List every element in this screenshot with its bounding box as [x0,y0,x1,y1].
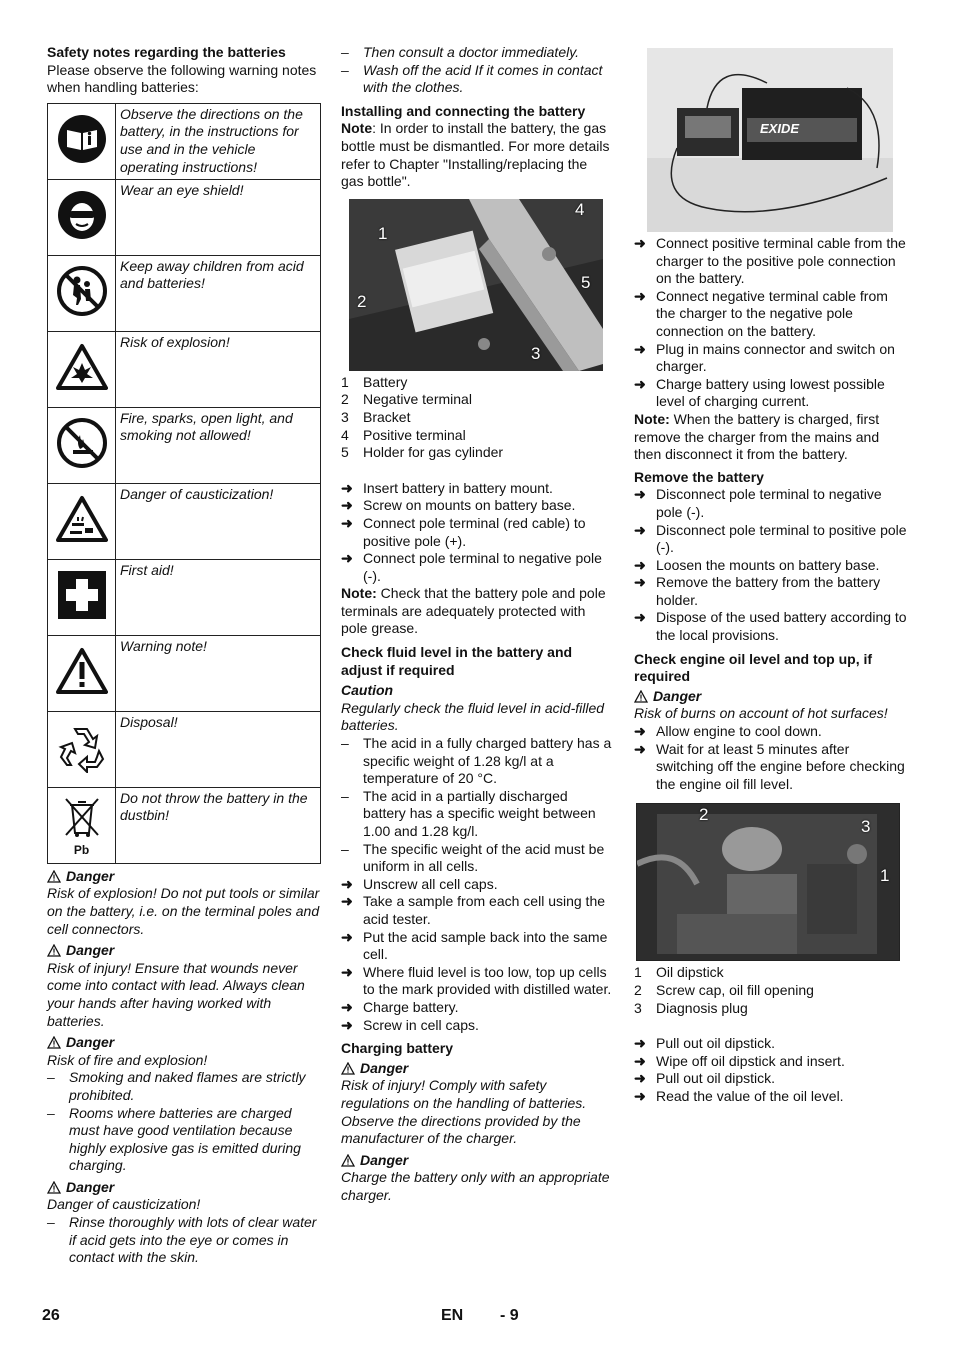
list-item: – The acid in a fully charged battery has a specific weight of 1.28 kg/l at a temperature of 20 °C. [341,735,613,788]
continued-list [341,44,613,97]
table-row [48,407,321,483]
section-heading-charging: Charging battery [341,1040,454,1057]
sub-page-number: - 9 [500,1307,519,1324]
list-item: 5 Holder for gas cylinder [341,444,504,461]
warning-triangle-icon [341,1062,355,1075]
list-item: ➜ Loosen the mounts on battery base. [634,557,907,575]
list-item: ➜ Plug in mains connector and switch on charger. [634,341,907,376]
table-row [48,787,321,863]
column-3 [634,44,907,1106]
remove-steps [634,486,907,644]
list-item: 1 Oil dipstick [634,964,724,981]
table-row [48,331,321,407]
symbol-text: Risk of explosion! [116,331,321,407]
table-row [48,635,321,711]
symbol-table [47,103,321,864]
list-item: ➜ Pull out oil dipstick. [634,1035,907,1053]
warning-triangle-icon [47,870,61,883]
warning-triangle-icon [47,944,61,957]
battery-photo [349,199,603,371]
danger-heading: Danger [47,1179,321,1197]
symbol-text: First aid! [116,559,321,635]
list-item: ➜ Charge battery using lowest possible level of charging current. [634,376,907,411]
symbol-text: Wear an eye shield! [116,179,321,255]
list-item: ➜ Insert battery in battery mount. [341,480,613,498]
table-row [48,711,321,787]
danger-text: Risk of explosion! Do not put tools or similar on the battery, i.e. on the terminal poles and cell connectors. [47,885,320,937]
callout: 2 [699,805,709,825]
warning-triangle-icon [47,1181,61,1194]
danger-text: Risk of fire and explosion! [47,1051,208,1068]
symbol-text: Do not throw the battery in the dustbin! [116,787,321,863]
list-item: 1 Battery [341,373,408,390]
table-row [48,483,321,559]
list-item: ➜ Connect negative terminal cable from the charger to the negative pole connection on the battery. [634,288,907,341]
list-item: – The acid in a partially discharged battery has a specific weight between 1.00 and 1.28 kg/l. [341,788,613,841]
caustic-icon [56,495,108,543]
explosion-icon [56,343,108,391]
no-dustbin-icon [60,795,104,839]
warning-triangle-icon [47,1036,61,1049]
intro-text: Please observe the following warning notes when handling batteries: [47,61,317,96]
callout: 2 [357,291,367,311]
install-steps [341,480,613,586]
engine-illustration [637,804,899,960]
page-number: 26 [42,1307,60,1324]
section-heading-fluid: Check fluid level in the battery and adjust if required [341,644,573,678]
symbol-text: Disposal! [116,711,321,787]
list-item: 3 Bracket [341,408,411,425]
oil-pre-steps [634,723,907,793]
figure-legend [341,374,613,462]
symbol-text: Danger of causticization! [116,483,321,559]
danger-heading: Danger [47,868,321,886]
list-item: ➜ Allow engine to cool down. [634,723,907,741]
callout: 3 [861,817,871,837]
list-item: ➜ Wait for at least 5 minutes after switching off the engine before checking the engine oil fill level. [634,741,907,794]
list-item: 2 Screw cap, oil fill opening [634,982,814,998]
callout: 1 [880,866,890,886]
symbol-text: Fire, sparks, open light, and smoking not allowed! [116,407,321,483]
danger-heading: Danger [341,1060,613,1078]
eye-shield-icon [57,190,107,240]
list-item: ➜ Screw in cell caps. [341,1017,613,1035]
list-item: ➜ Disconnect pole terminal to negative pole (-). [634,486,907,521]
caution-heading: Caution [341,682,394,699]
table-row [48,559,321,635]
first-aid-icon [57,570,107,620]
column-1 [47,44,321,1267]
list-item: ➜ Remove the battery from the battery holder. [634,574,907,609]
warning-triangle-icon [634,690,648,703]
charging-steps [634,235,907,411]
list-item: ➜ Wipe off oil dipstick and insert. [634,1053,907,1071]
danger-text: Risk of injury! Comply with safety regulations on the handling of batteries. Observe the directions provided by the manufacturer of the charger. [341,1077,587,1147]
list-item: ➜ Put the acid sample back into the same cell. [341,929,613,964]
list-item: ➜ Connect positive terminal cable from the charger to the positive pole connection on the battery. [634,235,907,288]
charger-illustration [647,48,893,232]
symbol-text: Warning note! [116,635,321,711]
keep-children-away-icon [56,265,108,317]
list-item: – Rooms where batteries are charged must have good ventilation because highly explosive gas is emitted during charging. [47,1105,321,1175]
list-item: 4 Positive terminal [341,426,466,443]
section-heading-install: Installing and connecting the battery [341,102,586,119]
table-row [48,255,321,331]
figure-legend [634,964,907,1017]
danger-text: Risk of injury! Ensure that wounds never come into contact with lead. Always clean your hands after having worked with batteries. [47,959,305,1029]
list-item: ➜ Take a sample from each cell using the acid tester. [341,893,613,928]
column-2 [341,44,613,1204]
symbol-text: Observe the directions on the battery, in the instructions for use and in the vehicle operating instructions! [116,103,321,179]
no-fire-icon [56,417,108,469]
table-row [48,179,321,255]
charger-photo [647,48,893,232]
list-item: – The specific weight of the acid must be uniform in all cells. [341,841,613,876]
table-row [48,103,321,179]
callout: 3 [531,343,541,363]
list-item: – Then consult a doctor immediately. [341,44,613,62]
warning-icon [56,647,108,695]
section-heading-oil: Check engine oil level and top up, if required [634,650,873,685]
danger-heading: Danger [47,942,321,960]
fluid-steps [341,876,613,1034]
list-item: – Wash off the acid If it comes in contact with the clothes. [341,62,613,97]
callout: 4 [575,199,585,219]
callout: 1 [378,223,388,243]
manual-icon [57,114,107,164]
list-item: ➜ Unscrew all cell caps. [341,876,613,894]
pb-label: Pb [73,842,90,857]
list-item: ➜ Dispose of the used battery according to the local provisions. [634,609,907,644]
recycle-icon [55,721,109,773]
oil-steps [634,1035,907,1105]
list-item: – Smoking and naked flames are strictly prohibited. [47,1069,321,1104]
danger-text: Danger of causticization! [47,1196,201,1213]
battery-brand-label: EXIDE [760,121,800,136]
list-item: ➜ Disconnect pole terminal to positive pole (-). [634,522,907,557]
section-heading-safety: Safety notes regarding the batteries [47,44,286,60]
danger-text: Risk of burns on account of hot surfaces! [634,705,888,722]
symbol-text: Keep away children from acid and batteries! [116,255,321,331]
caution-text: Regularly check the fluid level in acid-filled batteries. [341,699,605,734]
list-item: ➜ Where fluid level is too low, top up cells to the mark provided with distilled water. [341,964,613,999]
section-heading-remove: Remove the battery [634,468,764,485]
language-code: EN [441,1307,464,1324]
callout: 5 [581,272,591,292]
danger-text: Charge the battery only with an appropriate charger. [341,1169,610,1203]
warning-triangle-icon [341,1154,355,1167]
charger-note: Note: When the battery is charged, first remove the charger from the mains and then disconnect it from the battery. [634,410,880,463]
list-item: ➜ Pull out oil dipstick. [634,1070,907,1088]
list-item: 3 Diagnosis plug [634,999,748,1016]
install-note: Note: In order to install the battery, the gas bottle must be dismantled. For more details refer to Chapter "Installing/replacing the gas bottle". [341,120,610,190]
danger-list [47,1214,321,1267]
list-item: ➜ Read the value of the oil level. [634,1088,907,1106]
list-item: ➜ Connect pole terminal (red cable) to positive pole (+). [341,515,613,550]
list-item: ➜ Screw on mounts on battery base. [341,497,613,515]
list-item: ➜ Charge battery. [341,999,613,1017]
danger-list [47,1069,321,1175]
list-item: 2 Negative terminal [341,391,472,408]
danger-heading: Danger [634,688,907,706]
danger-heading: Danger [341,1152,613,1170]
fluid-facts [341,735,613,876]
list-item: ➜ Connect pole terminal to negative pole (-). [341,550,613,585]
engine-photo [636,803,900,961]
grease-note: Note: Check that the battery pole and pole terminals are adequately protected with pole grease. [341,585,606,637]
danger-heading: Danger [47,1034,321,1052]
list-item: – Rinse thoroughly with lots of clear water if acid gets into the eye or comes in contact with the skin. [47,1214,321,1267]
